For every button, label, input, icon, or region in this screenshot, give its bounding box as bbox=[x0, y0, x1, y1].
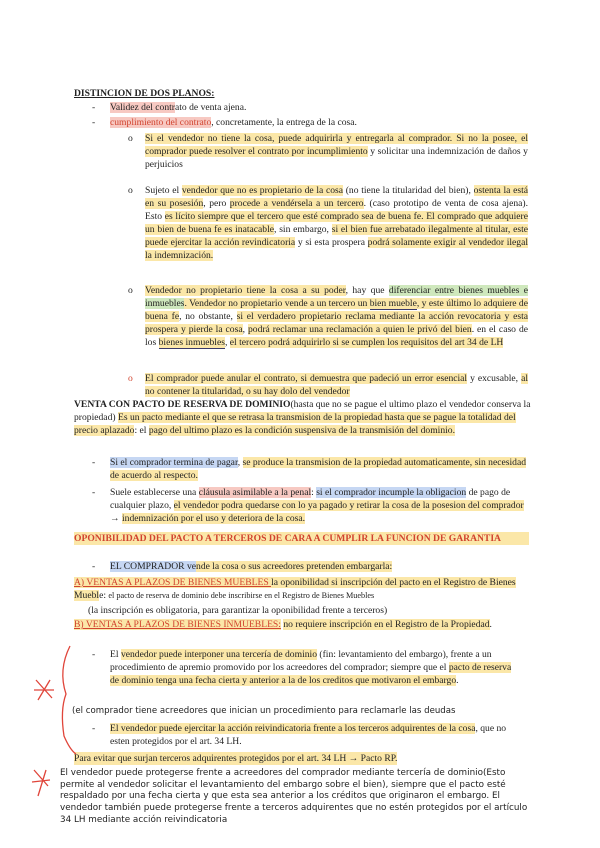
list-item: - Si el comprador termina de pagar, se produce la transmision de la propiedad automaticamente, sin necesidad de acuerdo al respecto. bbox=[92, 457, 526, 482]
heading-oponibilidad: OPONIBILIDAD DEL PACTO A TERCEROS DE CARA A CUMPLIR LA FUNCION DE GARANTIA bbox=[74, 532, 529, 545]
dash: - bbox=[92, 102, 96, 113]
red-bracket-mark bbox=[30, 640, 90, 760]
dash: - bbox=[92, 487, 96, 498]
bullet-paragraph: El comprador puede anular el contrato, si demuestra que padeció un error esencial y excusable, al no contener la titularidad, o su hay dolo del vendedor bbox=[145, 373, 528, 398]
dash: - bbox=[92, 649, 96, 660]
list-item: - Validez del contrato de venta ajena. bbox=[92, 102, 247, 113]
list-item: - El vendedor puede ejercitar la acción reivindicatoria frente a los terceros adquirentes de la cosa, que no esten protegidos por el art. 34 LH. bbox=[92, 723, 507, 748]
bullet-marker: o bbox=[128, 185, 133, 196]
bullet-paragraph: Si el vendedor no tiene la cosa, puede adquirirla y entregarla al comprador. Si no la posee, el comprador puede resolver el contrato por incumplimiento y solicitar una indemnización de daños y perjuicios bbox=[145, 133, 528, 171]
section-a-note: (la inscripción es obligatoria, para garantizar la oponibilidad frente a terceros) bbox=[88, 605, 388, 616]
heading-distincion: DISTINCION DE DOS PLANOS: bbox=[74, 88, 215, 99]
pacto-rp-line: Para evitar que surjan terceros adquirentes protegidos por el art. 34 LH → Pacto RP. bbox=[74, 753, 398, 764]
bullet-paragraph: Vendedor no propietario tiene la cosa a su poder, hay que diferenciar entre bienes muebles e inmuebles. Vendedor no propietario vende a un tercero un bien mueble, y este último lo adquiere de buena fe, no obstante, si el verdadero propietario reclama mediante la acción revocatoria y esta prospera y pierde la cosa, podrá reclamar una reclamación a quien le privó del bien. en el caso de los bienes inmuebles, el tercero podrá adquirirlo si se cumplen los requisitos del art 34 de LH bbox=[145, 285, 528, 349]
bullet-marker: o bbox=[128, 285, 133, 296]
section-b: B) VENTAS A PLAZOS DE BIENES INMUEBLES: no requiere inscripción en el Registro de la Propiedad. bbox=[74, 619, 492, 630]
dash: - bbox=[92, 457, 96, 468]
list-item: - EL COMPRADOR vende la cosa o sus acreedores pretenden embargarla: bbox=[92, 561, 393, 572]
bullet-marker: o bbox=[128, 133, 133, 144]
dash: - bbox=[92, 561, 96, 572]
section-a: A) VENTAS A PLAZOS DE BIENES MUEBLES la oponibilidad si inscripción del pacto en el Registro de Bienes Mueble: el pacto de reserva de dominio debe inscribirse en el Registro de Bienes Muebles bbox=[74, 577, 516, 602]
bullet-marker: o bbox=[128, 373, 133, 384]
list-item: - cumplimiento del contrato, concretamente, la entrega de la cosa. bbox=[92, 117, 357, 128]
typed-note: (el comprador tiene acreedores que inician un procedimiento para reclamarle las deudas bbox=[72, 706, 456, 716]
dash: - bbox=[92, 117, 96, 128]
bullet-paragraph: Sujeto el vendedor que no es propietario de la cosa (no tiene la titularidad del bien), ostenta la está en su posesión, pero procede a vendérsela a un tercero. (caso prototipo de venta de cosa ajena). Esto es lícito siempre que el tercero que esté comprado sea de buena fe. El comprado que adquiere un bien de buena fe es inatacable, sin embargo, si el bien fue arrebatado ilegalmente al titular, este puede ejercitar la acción revindicatoria y si esta prospera podrá solamente exigir al vendedor ilegal la indemnización. bbox=[145, 185, 528, 262]
section-venta-pacto: VENTA CON PACTO DE RESERVA DE DOMINIO(hasta que no se pague el ultimo plazo el vendedor conserva la propiedad) Es un pacto mediante el que se retrasa la transmision de la propiedad hasta que se pague la totalidad del precio aplazado: el pago del ultimo plazo es la condición suspensiva de la transmisión del dominio. bbox=[74, 399, 531, 437]
heading-venta-pacto: VENTA CON PACTO DE RESERVA DE DOMINIO bbox=[74, 399, 291, 410]
red-star-mark bbox=[30, 766, 54, 802]
list-item: - El vendedor puede interponer una tercería de dominio (fin: levantamiento del embargo), frente a un procedimiento de apremio promovido por los acreedores del comprador; siempre que el pacto de reserva de dominio tenga una fecha cierta y anterior a la de los creditos que motivaron el embargo. bbox=[92, 649, 512, 687]
list-item: - Suele establecerse una cláusula asimilable a la penal: si el comprador incumple la obligacion de pago de cualquier plazo, el vendedor podra quedarse con lo ya pagado y retirar la cosa de la posesion del comprador → indemnización por el uso y deteriora de la cosa. bbox=[92, 487, 524, 525]
dash: - bbox=[92, 723, 96, 734]
summary-paragraph: El vendedor puede protegerse frente a acreedores del comprador mediante tercería de dominio(Esto permite al vendedor solicitar el levantamiento del embargo sobre el bien), siempre que el pacto esté respaldado por una fecha cierta y que esta sea anterior a los créditos que originaron el embargo. El vendedor también puede protegerse frente a terceros adquirentes que no estén protegidos por el artículo 34 LH mediante acción reivindicatoria bbox=[60, 768, 528, 825]
